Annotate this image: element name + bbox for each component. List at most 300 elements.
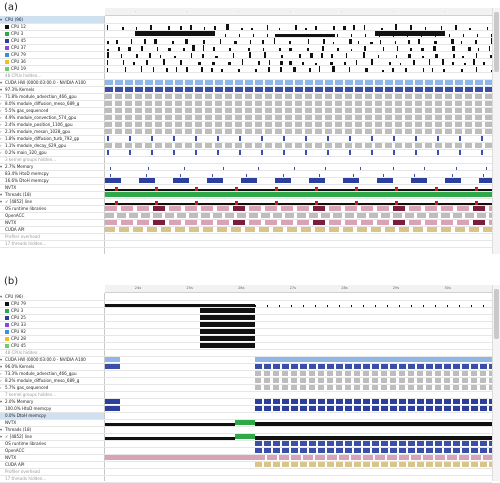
timeline-segment[interactable] (273, 378, 279, 383)
expand-caret-icon[interactable]: ▾ (0, 427, 3, 432)
timeline-segment[interactable] (279, 455, 289, 460)
timeline-segment[interactable] (264, 448, 271, 453)
timeline-segment[interactable] (295, 108, 302, 113)
timeline-segment[interactable] (444, 441, 451, 446)
timeline-segment[interactable] (455, 227, 465, 232)
timeline-segment[interactable] (107, 136, 109, 141)
timeline-segment[interactable] (300, 364, 307, 369)
timeline-segment[interactable] (405, 213, 414, 218)
panel-a-scroll-thumb[interactable] (494, 12, 499, 72)
timeline-segment[interactable] (385, 115, 392, 120)
timeline-segment[interactable] (393, 150, 395, 155)
timeline-segment[interactable] (408, 441, 415, 446)
timeline-segment[interactable] (105, 364, 120, 369)
timeline-segment[interactable] (151, 150, 153, 155)
timeline-segment[interactable] (335, 94, 342, 99)
timeline-segment[interactable] (115, 94, 122, 99)
timeline-segment[interactable] (235, 108, 242, 113)
timeline-segment[interactable] (336, 364, 343, 369)
timeline-segment[interactable] (435, 441, 442, 446)
timeline-segment[interactable] (444, 399, 451, 404)
timeline-segment[interactable] (245, 101, 252, 106)
timeline-segment[interactable] (153, 220, 165, 225)
timeline-segment[interactable] (372, 462, 379, 467)
timeline-segment[interactable] (173, 178, 189, 183)
timeline-segment[interactable] (435, 143, 442, 148)
timeline-segment[interactable] (291, 441, 298, 446)
timeline-segment[interactable] (345, 406, 352, 411)
timeline-segment[interactable] (235, 80, 243, 85)
timeline-segment[interactable] (335, 87, 343, 92)
timeline-segment[interactable] (385, 101, 392, 106)
timeline-segment[interactable] (105, 129, 112, 134)
timeline-segment[interactable] (329, 227, 339, 232)
timeline-segment[interactable] (399, 371, 405, 376)
timeline-segment[interactable] (354, 364, 361, 369)
timeline-segment[interactable] (205, 115, 212, 120)
timeline-segment[interactable] (417, 406, 424, 411)
timeline-segment[interactable] (435, 448, 442, 453)
timeline-segment[interactable] (471, 448, 478, 453)
timeline-segment[interactable] (375, 115, 382, 120)
timeline-segment[interactable] (357, 227, 367, 232)
timeline-segment[interactable] (471, 462, 478, 467)
timeline-segment[interactable] (155, 122, 162, 127)
timeline-segment[interactable] (265, 122, 272, 127)
panel-b-scrollbar[interactable] (492, 285, 500, 481)
timeline-segment[interactable] (245, 87, 253, 92)
timeline-segment[interactable] (255, 122, 262, 127)
timeline-segment[interactable] (425, 108, 432, 113)
timeline-segment[interactable] (115, 108, 122, 113)
timeline-segment[interactable] (261, 213, 270, 218)
timeline-segment[interactable] (325, 143, 332, 148)
timeline-segment[interactable] (137, 220, 149, 225)
timeline-segment[interactable] (195, 129, 202, 134)
timeline-segment[interactable] (195, 115, 202, 120)
timeline-segment[interactable] (135, 80, 143, 85)
timeline-segment[interactable] (393, 136, 395, 141)
collapse-caret-icon[interactable]: › (0, 115, 2, 120)
timeline-segment[interactable] (365, 94, 372, 99)
timeline-segment[interactable] (255, 87, 263, 92)
timeline-segment[interactable] (335, 101, 342, 106)
timeline-segment[interactable] (245, 80, 253, 85)
timeline-segment[interactable] (480, 406, 487, 411)
timeline-segment[interactable] (287, 227, 297, 232)
timeline-segment[interactable] (217, 136, 219, 141)
timeline-segment[interactable] (264, 364, 271, 369)
timeline-segment[interactable] (471, 399, 478, 404)
timeline-segment[interactable] (345, 94, 352, 99)
timeline-segment[interactable] (217, 227, 227, 232)
timeline-segment[interactable] (475, 115, 482, 120)
timeline-segment[interactable] (363, 399, 370, 404)
timeline-segment[interactable] (327, 462, 334, 467)
timeline-segment[interactable] (235, 420, 255, 425)
timeline-segment[interactable] (453, 371, 459, 376)
timeline-segment[interactable] (305, 143, 312, 148)
timeline-segment[interactable] (201, 206, 213, 211)
timeline-segment[interactable] (423, 455, 433, 460)
timeline-segment[interactable] (267, 455, 277, 460)
timeline-segment[interactable] (399, 399, 406, 404)
timeline-segment[interactable] (480, 448, 487, 453)
timeline-segment[interactable] (444, 462, 451, 467)
timeline-segment[interactable] (445, 178, 461, 183)
timeline-segment[interactable] (273, 227, 283, 232)
timeline-segment[interactable] (205, 108, 212, 113)
timeline-segment[interactable] (225, 143, 232, 148)
timeline-segment[interactable] (264, 441, 271, 446)
timeline-segment[interactable] (185, 220, 197, 225)
timeline-segment[interactable] (409, 206, 421, 211)
timeline-segment[interactable] (457, 220, 469, 225)
timeline-segment[interactable] (336, 406, 343, 411)
timeline-segment[interactable] (273, 213, 282, 218)
timeline-segment[interactable] (453, 385, 459, 390)
timeline-segment[interactable] (375, 143, 382, 148)
timeline-segment[interactable] (255, 143, 262, 148)
timeline-segment[interactable] (345, 108, 352, 113)
timeline-segment[interactable] (325, 129, 332, 134)
timeline-segment[interactable] (345, 399, 352, 404)
timeline-segment[interactable] (372, 406, 379, 411)
timeline-segment[interactable] (225, 213, 234, 218)
timeline-segment[interactable] (315, 115, 322, 120)
timeline-segment[interactable] (462, 399, 469, 404)
timeline-segment[interactable] (153, 213, 162, 218)
timeline-segment[interactable] (408, 448, 415, 453)
timeline-segment[interactable] (264, 399, 271, 404)
timeline-segment[interactable] (175, 122, 182, 127)
timeline-segment[interactable] (471, 371, 477, 376)
timeline-segment[interactable] (273, 462, 280, 467)
timeline-segment[interactable] (225, 122, 232, 127)
timeline-segment[interactable] (393, 213, 402, 218)
timeline-segment[interactable] (117, 213, 126, 218)
timeline-segment[interactable] (435, 385, 441, 390)
timeline-segment[interactable] (309, 462, 316, 467)
timeline-segment[interactable] (462, 448, 469, 453)
timeline-segment[interactable] (265, 101, 272, 106)
timeline-segment[interactable] (480, 385, 486, 390)
timeline-segment[interactable] (235, 94, 242, 99)
expand-caret-icon[interactable]: ▾ (0, 434, 3, 439)
timeline-segment[interactable] (480, 364, 487, 369)
timeline-segment[interactable] (145, 80, 153, 85)
timeline-segment[interactable] (354, 441, 361, 446)
timeline-segment[interactable] (295, 122, 302, 127)
timeline-segment[interactable] (345, 80, 353, 85)
timeline-segment[interactable] (426, 371, 432, 376)
timeline-segment[interactable] (345, 385, 351, 390)
timeline-segment[interactable] (385, 87, 393, 92)
timeline-segment[interactable] (225, 80, 233, 85)
timeline-segment[interactable] (327, 441, 334, 446)
timeline-segment[interactable] (345, 220, 357, 225)
timeline-segment[interactable] (444, 385, 450, 390)
timeline-segment[interactable] (372, 378, 378, 383)
timeline-segment[interactable] (399, 455, 409, 460)
timeline-segment[interactable] (399, 441, 406, 446)
timeline-segment[interactable] (264, 371, 270, 376)
timeline-segment[interactable] (405, 94, 412, 99)
timeline-segment[interactable] (175, 80, 183, 85)
timeline-segment[interactable] (343, 178, 359, 183)
timeline-segment[interactable] (365, 143, 372, 148)
panel-b-time-ruler[interactable] (105, 285, 492, 293)
timeline-segment[interactable] (480, 378, 486, 383)
timeline-segment[interactable] (295, 129, 302, 134)
expand-caret-icon[interactable]: ▾ (0, 364, 3, 369)
timeline-segment[interactable] (399, 378, 405, 383)
timeline-segment[interactable] (282, 462, 289, 467)
timeline-segment[interactable] (315, 108, 322, 113)
expand-caret-icon[interactable]: ▾ (0, 192, 3, 197)
timeline-segment[interactable] (155, 129, 162, 134)
timeline-segment[interactable] (426, 441, 433, 446)
timeline-segment[interactable] (327, 399, 334, 404)
timeline-segment[interactable] (305, 87, 313, 92)
timeline-segment[interactable] (335, 115, 342, 120)
timeline-segment[interactable] (471, 406, 478, 411)
timeline-segment[interactable] (215, 122, 222, 127)
timeline-segment[interactable] (437, 136, 439, 141)
timeline-segment[interactable] (390, 385, 396, 390)
timeline-segment[interactable] (175, 94, 182, 99)
timeline-segment[interactable] (405, 108, 412, 113)
timeline-segment[interactable] (265, 94, 272, 99)
timeline-segment[interactable] (445, 129, 452, 134)
timeline-segment[interactable] (309, 385, 315, 390)
timeline-segment[interactable] (325, 101, 332, 106)
timeline-segment[interactable] (435, 87, 443, 92)
timeline-segment[interactable] (225, 87, 233, 92)
timeline-segment[interactable] (455, 122, 462, 127)
timeline-segment[interactable] (215, 143, 222, 148)
timeline-segment[interactable] (345, 143, 352, 148)
timeline-segment[interactable] (425, 220, 437, 225)
timeline-segment[interactable] (345, 441, 352, 446)
timeline-segment[interactable] (275, 94, 282, 99)
timeline-segment[interactable] (355, 80, 363, 85)
timeline-segment[interactable] (185, 143, 192, 148)
timeline-segment[interactable] (395, 87, 403, 92)
timeline-segment[interactable] (475, 143, 482, 148)
timeline-segment[interactable] (129, 150, 131, 155)
timeline-segment[interactable] (377, 206, 389, 211)
timeline-segment[interactable] (318, 364, 325, 369)
timeline-segment[interactable] (200, 343, 255, 348)
timeline-segment[interactable] (372, 364, 379, 369)
timeline-segment[interactable] (395, 80, 403, 85)
timeline-segment[interactable] (255, 399, 262, 404)
timeline-segment[interactable] (145, 101, 152, 106)
timeline-segment[interactable] (480, 441, 487, 446)
timeline-segment[interactable] (300, 378, 306, 383)
timeline-segment[interactable] (381, 448, 388, 453)
timeline-segment[interactable] (245, 227, 255, 232)
timeline-segment[interactable] (318, 448, 325, 453)
timeline-segment[interactable] (165, 115, 172, 120)
timeline-segment[interactable] (121, 220, 133, 225)
timeline-segment[interactable] (305, 101, 312, 106)
timeline-segment[interactable] (325, 94, 332, 99)
timeline-segment[interactable] (435, 378, 441, 383)
timeline-segment[interactable] (399, 385, 405, 390)
timeline-segment[interactable] (465, 122, 472, 127)
timeline-segment[interactable] (363, 455, 373, 460)
timeline-segment[interactable] (385, 129, 392, 134)
timeline-segment[interactable] (313, 220, 325, 225)
timeline-segment[interactable] (385, 80, 393, 85)
timeline-segment[interactable] (426, 462, 433, 467)
timeline-segment[interactable] (345, 364, 352, 369)
timeline-segment[interactable] (408, 364, 415, 369)
panel-a-time-ruler[interactable] (105, 8, 492, 16)
timeline-segment[interactable] (295, 143, 302, 148)
timeline-segment[interactable] (185, 122, 192, 127)
timeline-segment[interactable] (291, 462, 298, 467)
timeline-segment[interactable] (265, 108, 272, 113)
timeline-segment[interactable] (453, 399, 460, 404)
timeline-segment[interactable] (435, 115, 442, 120)
timeline-segment[interactable] (275, 178, 291, 183)
timeline-segment[interactable] (429, 213, 438, 218)
timeline-segment[interactable] (415, 101, 422, 106)
timeline-segment[interactable] (445, 143, 452, 148)
timeline-segment[interactable] (335, 108, 342, 113)
timeline-segment[interactable] (265, 220, 277, 225)
timeline-segment[interactable] (264, 378, 270, 383)
timeline-segment[interactable] (291, 385, 297, 390)
timeline-segment[interactable] (372, 441, 379, 446)
timeline-segment[interactable] (255, 371, 261, 376)
timeline-segment[interactable] (335, 129, 342, 134)
timeline-segment[interactable] (345, 378, 351, 383)
timeline-segment[interactable] (137, 206, 149, 211)
timeline-segment[interactable] (447, 455, 457, 460)
timeline-segment[interactable] (235, 87, 243, 92)
timeline-segment[interactable] (105, 87, 113, 92)
timeline-segment[interactable] (327, 136, 329, 141)
timeline-segment[interactable] (390, 399, 397, 404)
timeline-segment[interactable] (351, 455, 361, 460)
timeline-segment[interactable] (285, 80, 293, 85)
timeline-segment[interactable] (435, 129, 442, 134)
timeline-segment[interactable] (435, 101, 442, 106)
timeline-segment[interactable] (417, 441, 424, 446)
timeline-segment[interactable] (125, 129, 132, 134)
timeline-segment[interactable] (217, 150, 219, 155)
timeline-segment[interactable] (145, 122, 152, 127)
timeline-segment[interactable] (425, 143, 432, 148)
timeline-segment[interactable] (444, 364, 451, 369)
timeline-segment[interactable] (363, 364, 370, 369)
timeline-segment[interactable] (453, 364, 460, 369)
timeline-segment[interactable] (385, 122, 392, 127)
collapse-caret-icon[interactable]: › (0, 385, 2, 390)
timeline-segment[interactable] (349, 136, 351, 141)
timeline-segment[interactable] (195, 87, 203, 92)
timeline-segment[interactable] (105, 94, 112, 99)
timeline-segment[interactable] (165, 101, 172, 106)
timeline-segment[interactable] (425, 80, 433, 85)
timeline-segment[interactable] (325, 87, 333, 92)
timeline-segment[interactable] (465, 213, 474, 218)
timeline-segment[interactable] (375, 129, 382, 134)
timeline-segment[interactable] (255, 406, 262, 411)
timeline-segment[interactable] (321, 213, 330, 218)
timeline-segment[interactable] (381, 462, 388, 467)
timeline-segment[interactable] (345, 213, 354, 218)
timeline-segment[interactable] (327, 371, 333, 376)
timeline-segment[interactable] (354, 378, 360, 383)
timeline-segment[interactable] (471, 364, 478, 369)
timeline-segment[interactable] (255, 385, 261, 390)
timeline-segment[interactable] (237, 213, 246, 218)
timeline-segment[interactable] (417, 378, 423, 383)
timeline-segment[interactable] (309, 364, 316, 369)
expand-caret-icon[interactable]: ▾ (0, 399, 3, 404)
timeline-segment[interactable] (165, 87, 173, 92)
timeline-segment[interactable] (318, 371, 324, 376)
timeline-segment[interactable] (475, 101, 482, 106)
timeline-segment[interactable] (375, 108, 382, 113)
timeline-segment[interactable] (291, 448, 298, 453)
timeline-segment[interactable] (408, 406, 415, 411)
timeline-segment[interactable] (297, 220, 309, 225)
timeline-segment[interactable] (371, 227, 381, 232)
timeline-segment[interactable] (195, 108, 202, 113)
timeline-segment[interactable] (477, 213, 486, 218)
timeline-segment[interactable] (145, 87, 153, 92)
timeline-segment[interactable] (305, 94, 312, 99)
timeline-segment[interactable] (135, 31, 215, 36)
timeline-segment[interactable] (453, 448, 460, 453)
collapse-caret-icon[interactable]: › (0, 108, 2, 113)
timeline-segment[interactable] (135, 94, 142, 99)
timeline-segment[interactable] (255, 115, 262, 120)
timeline-segment[interactable] (444, 406, 451, 411)
timeline-segment[interactable] (185, 129, 192, 134)
timeline-segment[interactable] (408, 462, 415, 467)
timeline-segment[interactable] (205, 80, 213, 85)
timeline-segment[interactable] (235, 129, 242, 134)
timeline-segment[interactable] (305, 136, 307, 141)
timeline-segment[interactable] (282, 371, 288, 376)
timeline-segment[interactable] (249, 213, 258, 218)
timeline-segment[interactable] (165, 94, 172, 99)
timeline-segment[interactable] (165, 143, 172, 148)
timeline-segment[interactable] (441, 220, 453, 225)
timeline-segment[interactable] (336, 371, 342, 376)
timeline-segment[interactable] (336, 462, 343, 467)
timeline-segment[interactable] (285, 87, 293, 92)
timeline-segment[interactable] (390, 462, 397, 467)
timeline-segment[interactable] (135, 122, 142, 127)
timeline-segment[interactable] (121, 206, 133, 211)
timeline-segment[interactable] (119, 227, 129, 232)
timeline-segment[interactable] (459, 455, 469, 460)
timeline-segment[interactable] (275, 80, 283, 85)
timeline-segment[interactable] (354, 385, 360, 390)
timeline-segment[interactable] (445, 122, 452, 127)
timeline-segment[interactable] (399, 227, 409, 232)
timeline-segment[interactable] (105, 192, 492, 197)
timeline-segment[interactable] (115, 101, 122, 106)
